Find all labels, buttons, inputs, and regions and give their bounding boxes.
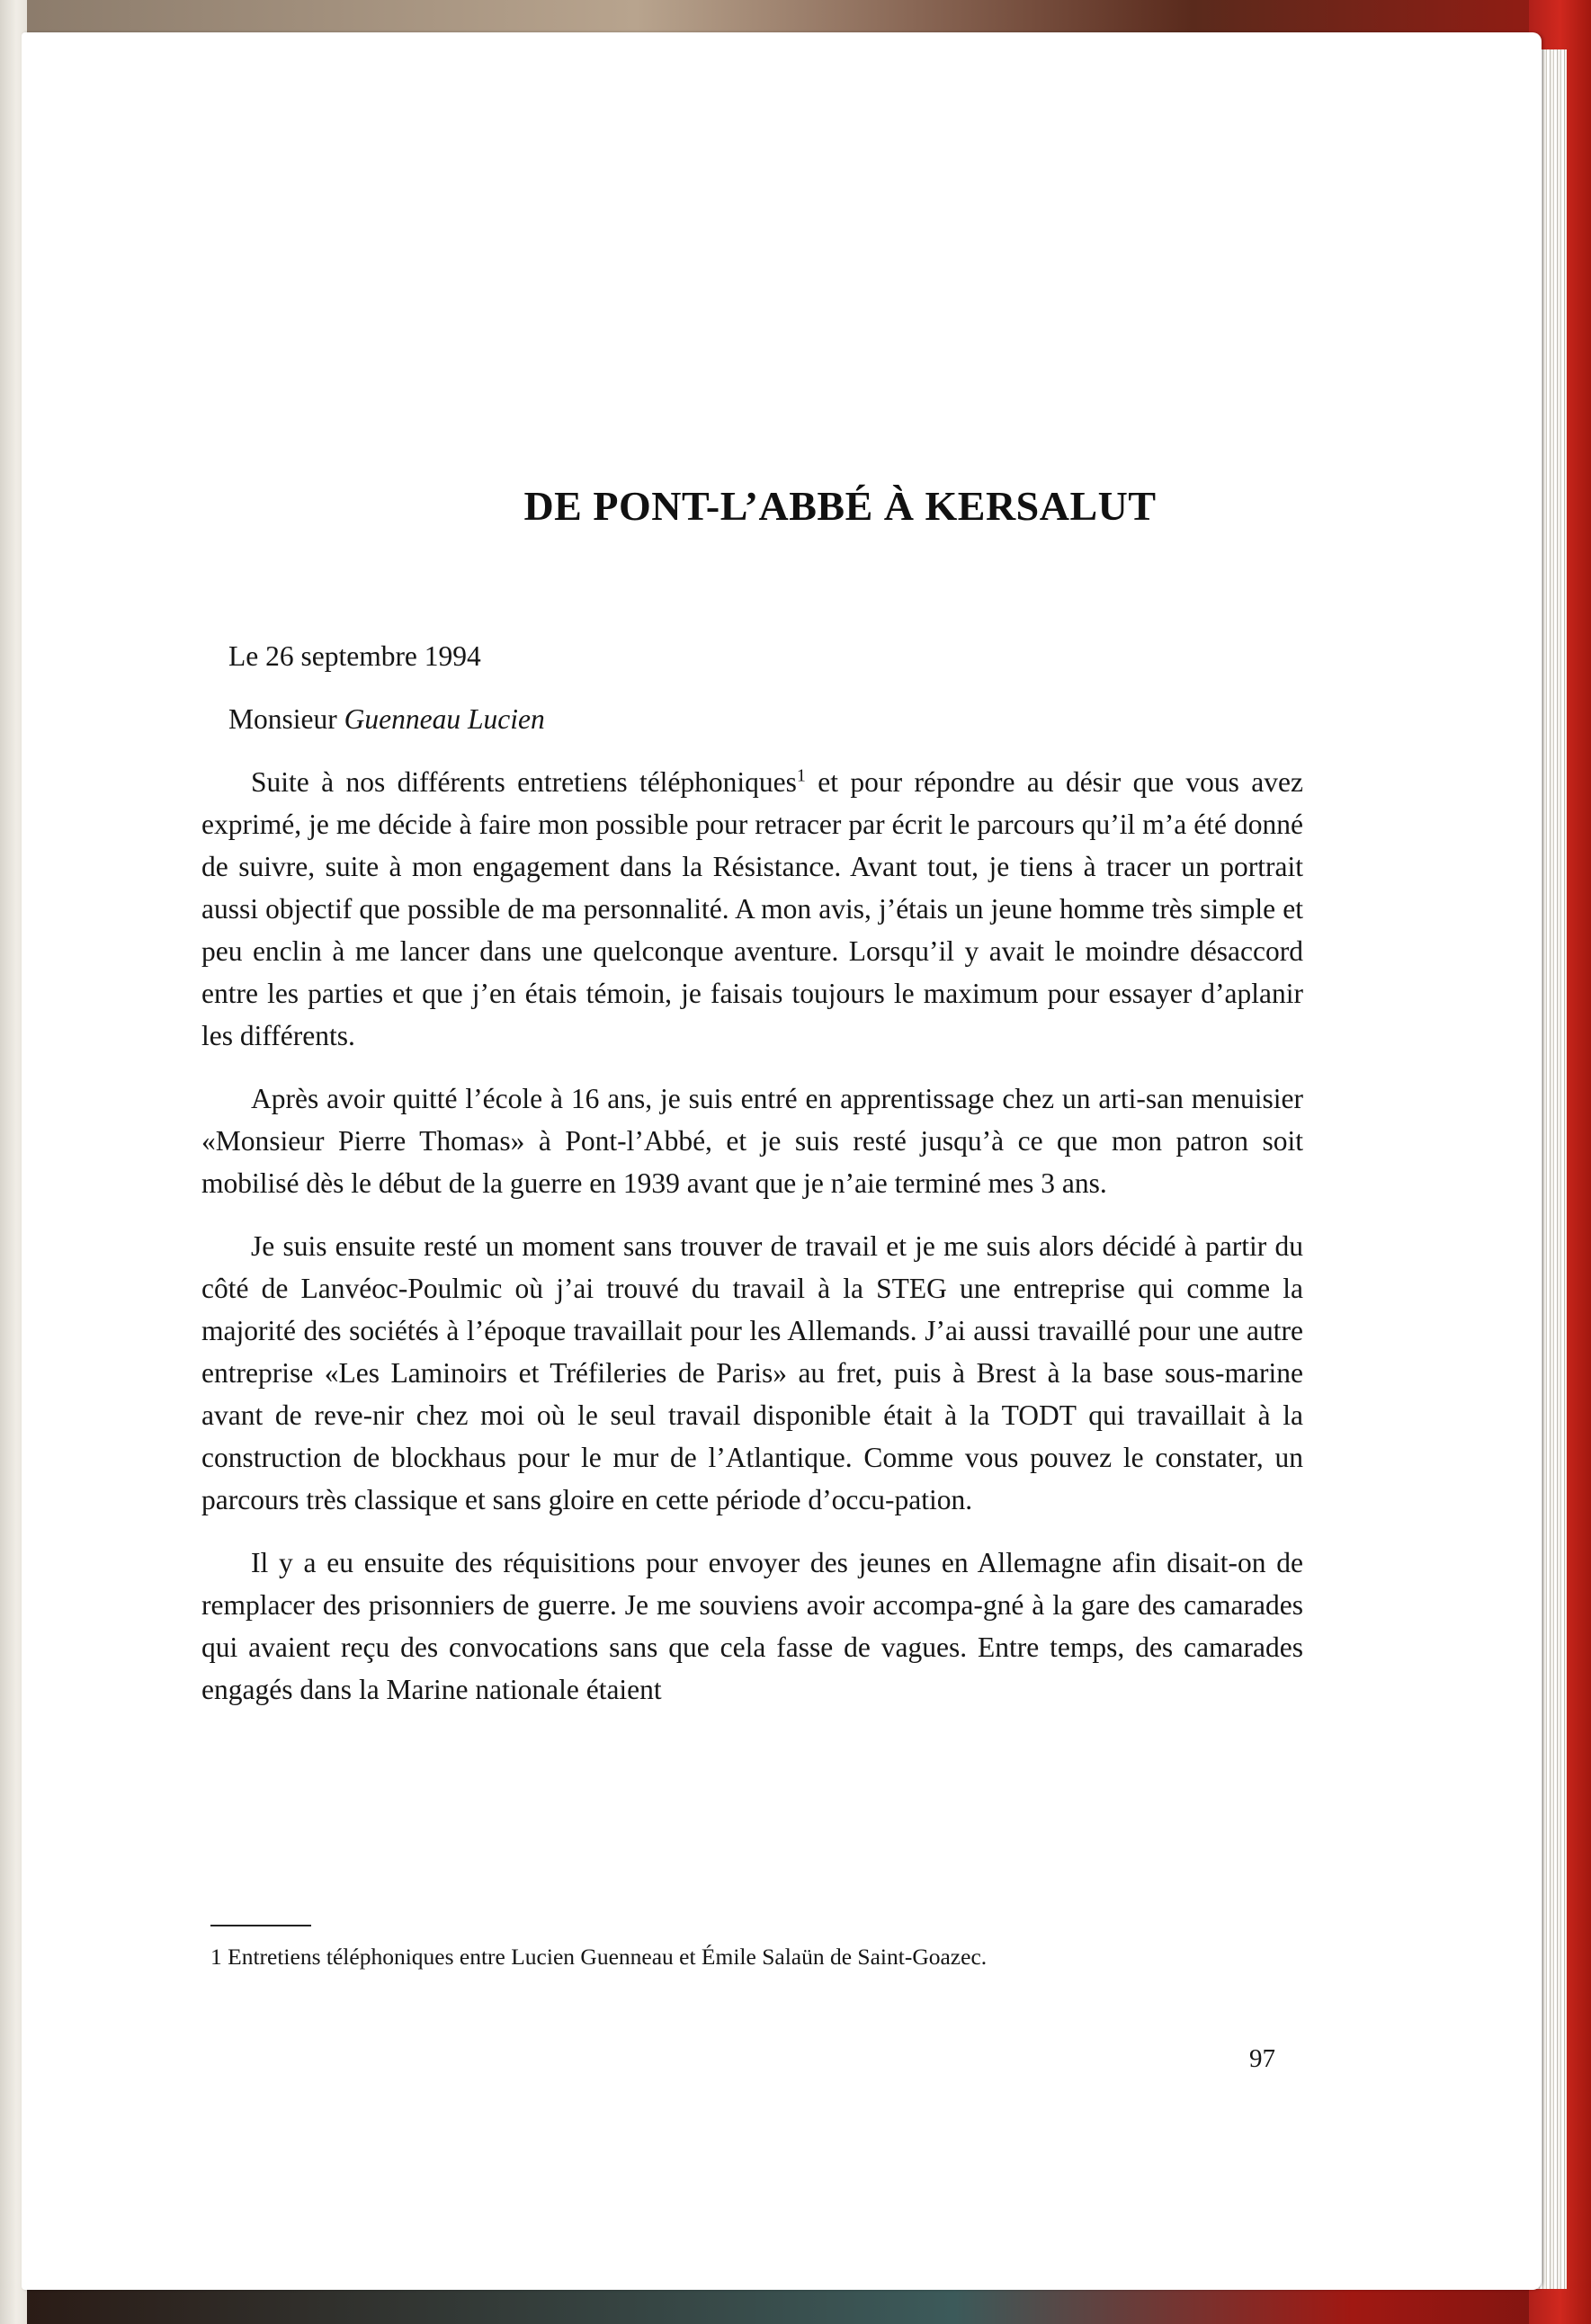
- footnote-marker: 1: [210, 1944, 222, 1970]
- chapter-title: DE PONT-L’ABBÉ À KERSALUT: [523, 483, 1157, 529]
- page-number: 97: [1249, 2044, 1275, 2073]
- salutation: Monsieur: [228, 703, 337, 735]
- letter-date: Le 26 septembre 1994: [228, 640, 481, 672]
- letter-body: [201, 635, 1303, 1731]
- book-page: [22, 32, 1542, 2290]
- recipient-name: Guenneau Lucien: [344, 703, 545, 735]
- paragraph-1-start: Suite à nos différents entretiens téléphoniques: [251, 766, 797, 798]
- paragraph-1-rest: et pour répondre au désir que vous avez exprimé, je me décide à faire mon possible pour retracer par écrit le parcours qu’il m’a été donné de suivre, suite à mon engagement dans la Résistance. Avant tout, je tiens à tracer un portrait aussi objectif que possible de ma personnalité. A mon avis, j’étais un jeune homme très simple et peu enclin à me lancer dans une quelconque aventure. Lorsqu’il y avait le moindre désaccord entre les parties et que j’en étais témoin, je faisais toujours le maximum pour essayer d’aplanir les différents.: [201, 766, 1304, 1051]
- footnote-text: Entretiens téléphoniques entre Lucien Guenneau et Émile Salaün de Saint-Goazec.: [228, 1944, 988, 1970]
- letter-addressee: [228, 698, 1303, 740]
- paragraph-4: Il y a eu ensuite des réquisitions pour envoyer des jeunes en Allemagne afin disait-on de remplacer des prisonniers de guerre. Je me souviens avoir accompa-gné à la gare des camarades qui avaient reçu des convocations sans que cela fasse de vagues. Entre temps, des camarades engagés dans la Marine nationale étaient: [201, 1547, 1303, 1705]
- paragraph-3: Je suis ensuite resté un moment sans trouver de travail et je me suis alors décidé à partir du côté de Lanvéoc-Poulmic où j’ai trouvé du travail à la STEG une entreprise qui comme la majorité des sociétés à l’époque travaillait pour les Allemands. J’ai aussi travaillé pour une autre entreprise «Les Laminoirs et Tréfileries de Paris» au fret, puis à Brest à la base sous-marine avant de reve-nir chez moi où le seul travail disponible était à la TODT qui travaillait à la construction de blockhaus pour le mur de l’Atlantique. Comme vous pouvez le constater, un parcours très classique et sans gloire en cette période d’occu-pation.: [201, 1230, 1303, 1515]
- footnote: [210, 1944, 987, 1971]
- paragraph-2: Après avoir quitté l’école à 16 ans, je suis entré en apprentissage chez un arti-san menuisier «Monsieur Pierre Thomas» à Pont-l’Abbé, et je suis resté jusqu’à ce que mon patron soit mobilisé dès le début de la guerre en 1939 avant que je n’aie terminé mes 3 ans.: [201, 1083, 1303, 1199]
- footnote-divider: [210, 1925, 311, 1926]
- footnote-reference: 1: [796, 765, 806, 786]
- paragraph-1: [201, 761, 1303, 1057]
